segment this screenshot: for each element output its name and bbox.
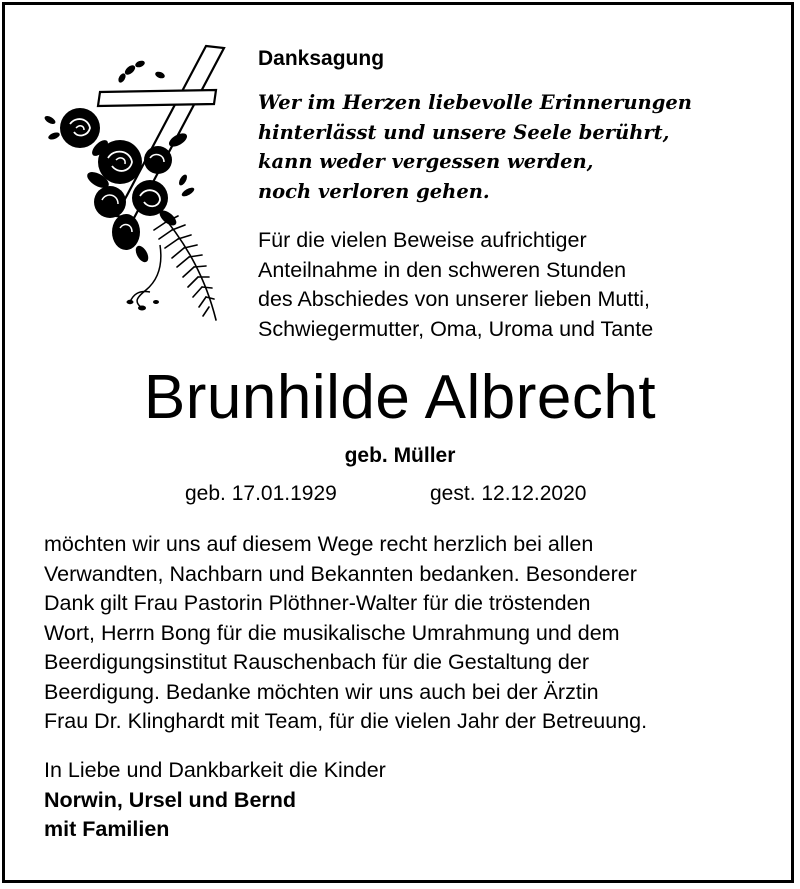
cross-with-roses-icon — [38, 40, 238, 325]
body-line: Wort, Herrn Bong für die musikalische Umrahmung und dem — [44, 620, 620, 645]
closing-line: In Liebe und Dankbarkeit die Kinder — [44, 758, 386, 782]
intro-line: Für die vielen Beweise aufrichtiger — [258, 228, 587, 252]
body-line: möchten wir uns auf diesem Wege recht herzlich bei allen — [44, 532, 594, 556]
quote-line: hinterlässt und unsere Seele berührt, — [258, 120, 670, 144]
quote-line: kann weder vergessen werden, — [258, 150, 594, 173]
notice-heading: Danksagung — [258, 47, 385, 70]
families-line: mit Familien — [44, 817, 170, 841]
death-date: gest. 12.12.2020 — [430, 482, 587, 505]
maiden-name: geb. Müller — [344, 444, 456, 467]
quote-line: noch verloren gehen. — [258, 179, 490, 203]
memorial-quote — [258, 88, 692, 206]
intro-paragraph — [258, 226, 653, 344]
thanks-paragraph — [44, 530, 647, 737]
intro-line: Schwiegermutter, Oma, Uroma und Tante — [258, 316, 654, 341]
body-line: Beerdigungsinstitut Rauschenbach für die Gestaltung der — [44, 650, 590, 674]
birth-date: geb. 17.01.1929 — [185, 482, 337, 505]
body-line: Verwandten, Nachbarn und Bekannten bedanken. Besonderer — [44, 561, 637, 586]
intro-line: des Abschiedes von unserer lieben Mutti, — [258, 287, 651, 311]
quote-line: Wer im Herzen liebevolle Erinnerungen — [258, 91, 692, 114]
body-line: Beerdigung. Bedanke möchten wir uns auch bei der Ärztin — [44, 679, 599, 704]
body-line: Dank gilt Frau Pastorin Plöthner-Walter für die tröstenden — [44, 591, 591, 615]
signatory-names: Norwin, Ursel und Bernd — [44, 787, 297, 812]
signature-block — [44, 756, 386, 845]
body-line: Frau Dr. Klinghardt mit Team, für die vielen Jahr der Betreuung. — [44, 709, 648, 733]
intro-line: Anteilnahme in den schweren Stunden — [258, 257, 627, 282]
deceased-name: Brunhilde Albrecht — [143, 363, 657, 432]
